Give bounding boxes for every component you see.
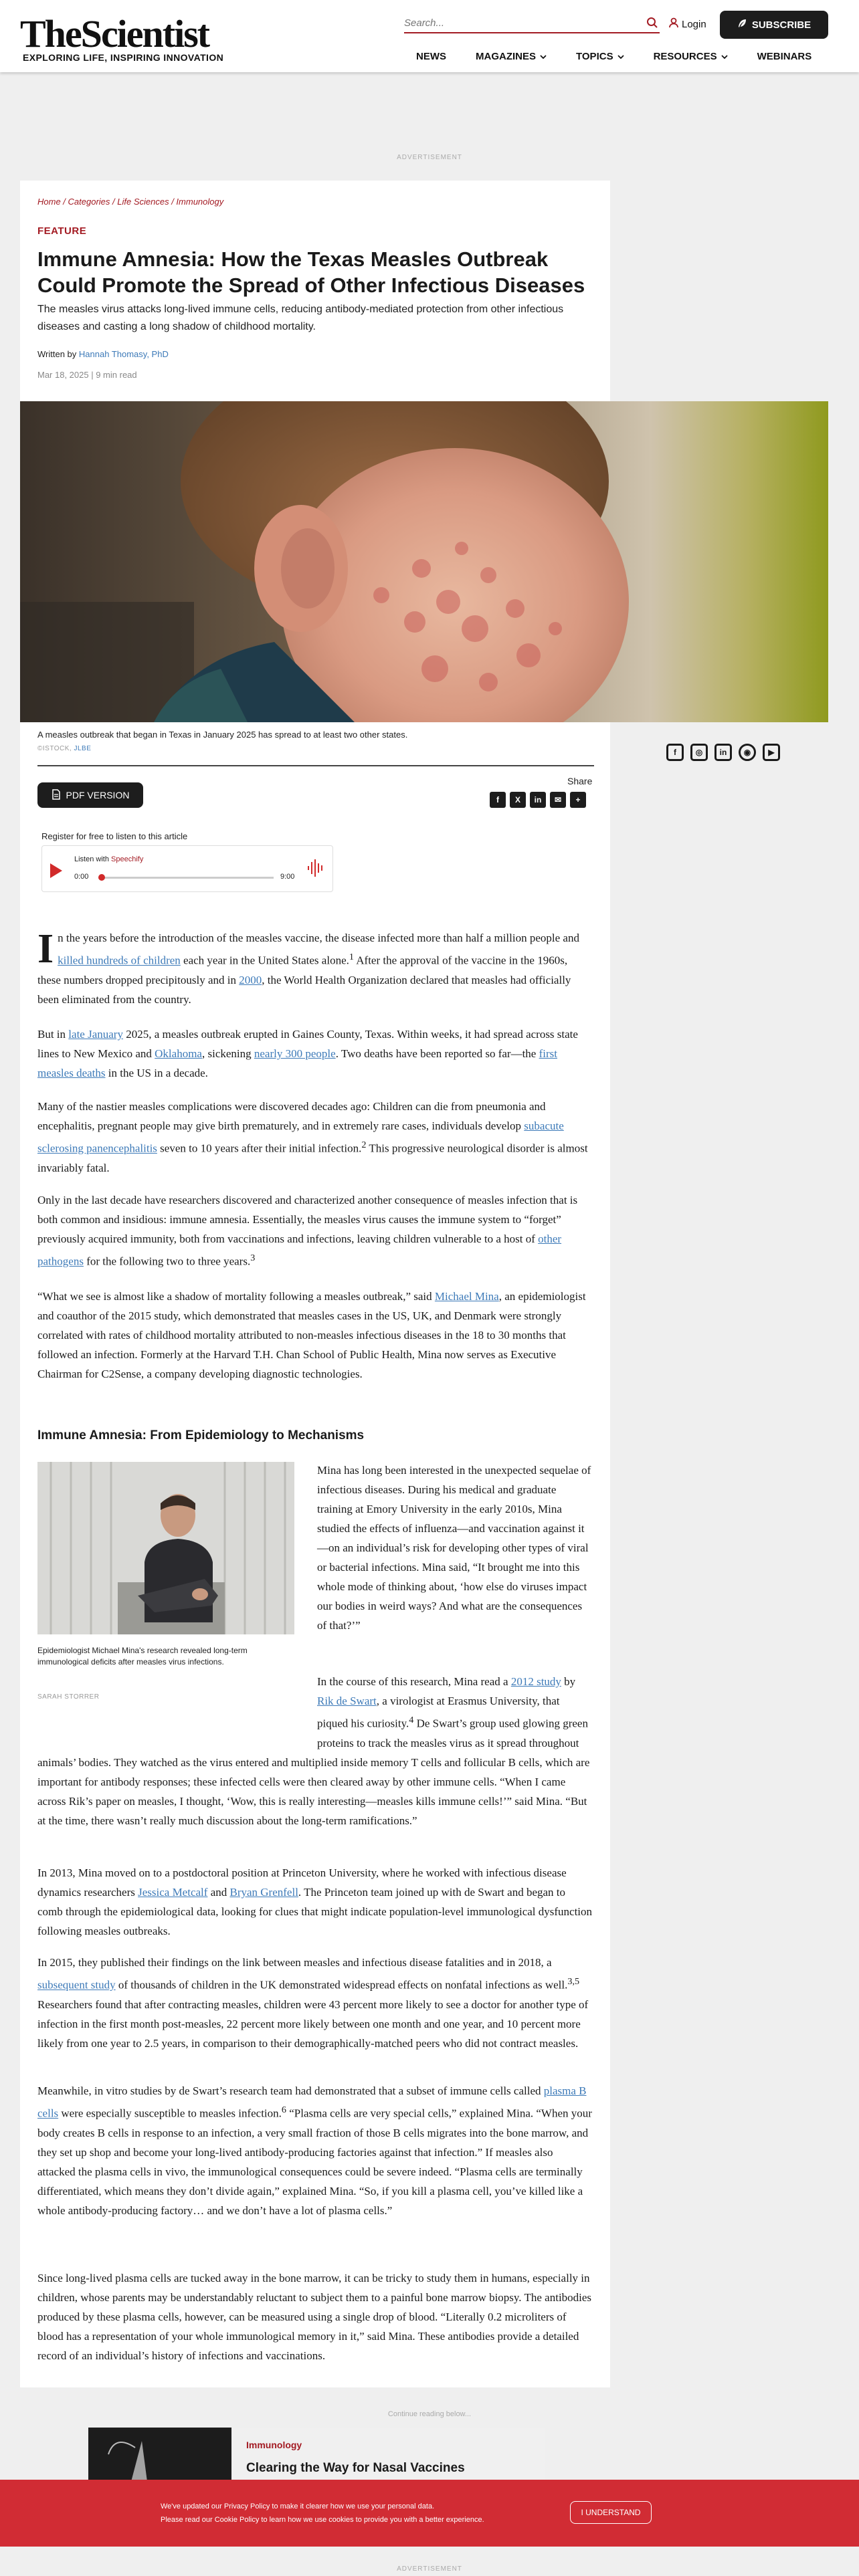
nav-label: WEBINARS [757,51,812,62]
search-box [404,15,660,33]
article-meta: Mar 18, 2025 | 9 min read [37,370,137,380]
linkedin-share-icon[interactable]: in [530,792,546,808]
nav-label: TOPICS [576,51,613,62]
nav-news[interactable] [416,51,446,62]
feather-icon [737,19,747,31]
main-nav [416,51,841,62]
audio-player [41,845,333,892]
nav-label: RESOURCES [653,51,717,62]
register-prompt [41,831,187,841]
text-run: . Two deaths have been reported so far—the [335,1047,539,1060]
podcast-icon[interactable]: ◉ [739,744,756,761]
hero-caption: A measles outbreak that began in Texas in January 2025 has spread to at least two other states. [37,730,408,740]
cookie-text [161,2500,484,2527]
breadcrumb-categories[interactable]: Categories [68,197,110,207]
inline-link[interactable]: nearly 300 people [254,1047,336,1060]
nav-label: MAGAZINES [476,51,536,62]
inline-link[interactable]: killed hundreds of children [58,954,181,967]
social-follow [666,744,780,761]
inline-link[interactable]: Bryan Grenfell [229,1886,298,1899]
privacy-policy-link[interactable]: Privacy Policy [223,2502,270,2510]
text-run: Mina has long been interested in the unexpected sequelae of infectious diseases. During his medical and graduate training at Emory University in the early 2010s, Mina studied the effects of influenza—and vaccination against it—on an individual’s risk for developing other types of viral or bacterial infections. Mina said, “It brought me into this whole mode of thinking about, ‘how else do viruses impact our bodies in weird ways? And what are the consequences of that?’” [317,1464,591,1632]
cookie-policy-link[interactable]: Cookie Policy [214,2516,260,2524]
text-run: of thousands of children in the UK demonstrated widespread effects on nonfatal infections as well. [115,1978,568,1992]
text-run: Only in the last decade have researchers discovered and characterized another consequence of measles infection that is both common and insidious: immune amnesia. Essentially, the measles virus causes the immune system to “forget” previously acquired immunity, both from vaccinations and infections, leaving children vulnerable to a host of [37,1194,578,1245]
facebook-icon[interactable]: f [666,744,684,761]
text-run: Many of the nastier measles complications were discovered decades ago: Children can die from pneumonia and encephalitis, pregnant people may give birth prematurely, and in extremely rare cases, individuals develop [37,1100,546,1132]
breadcrumb-immunology[interactable]: Immunology [176,197,224,207]
x-share-icon[interactable]: X [510,792,526,808]
inline-link[interactable]: subsequent study [37,1978,116,1992]
accept-cookies-button[interactable]: I UNDERSTAND [570,2501,652,2524]
figure-wrap-spacer [37,1672,317,1749]
footnote-ref[interactable]: 4 [409,1715,414,1725]
text-run: After the approval of the vaccine in the 1960s, these numbers dropped precipitously and in [37,954,568,986]
chevron-down-icon [721,51,728,62]
inline-link[interactable]: first measles deaths [37,1047,557,1079]
paragraph-11 [37,2268,593,2365]
nav-magazines[interactable] [476,51,547,62]
paragraph-5 [37,1287,593,1384]
time-start: 0:00 [74,873,89,881]
subscribe-label: SUBSCRIBE [751,19,812,31]
inline-link[interactable]: Oklahoma [155,1047,202,1060]
text-run: , the World Health Organization declared that measles had officially been eliminated from the country. [37,973,571,1006]
search-icon[interactable] [646,17,658,32]
written-by-label: Written by [37,349,77,359]
text-run: Since long-lived plasma cells are tucked away in the bone marrow, it can be tricky to study them in humans, especially in children, whose parents may be understandably reluctant to subject them to a painful bone marrow biopsy. The antibodies produced by these plasma cells, however, can be measured using a single drop of blood. “Literally 0.2 microliters of blood has a representation of your whole immunological memory in it,” said Mina. These antibodies provide a detailed record of an individual’s history of infections and vaccinations. [37,2272,592,2362]
footnote-ref[interactable]: 1 [349,952,354,962]
breadcrumb: Home / Categories / Life Sciences / Immunology [37,197,224,207]
credit-source: ©ISTOCK, [37,745,72,752]
document-icon [52,789,61,802]
inline-link[interactable]: Michael Mina [434,1290,499,1303]
text-run: In 2013, Mina moved on to a postdoctoral position at Princeton University, where he worked with infectious disease dynamics researchers [37,1866,567,1899]
register-link[interactable]: Register [41,831,74,841]
text-run: Please read our [161,2516,215,2524]
text-run: But in [37,1028,69,1041]
byline [37,349,169,359]
text-run: n the years before the introduction of the measles vaccine, the disease infected more than half a million people and [58,932,579,944]
divider [37,765,594,766]
text-run: . The Princeton team joined up with de Swart and began to comb through the epidemiological data, looking for clues that might indicate population-level immunological dysfunction following measles outbreaks. [37,1886,593,1937]
advertisement-label: ADVERTISEMENT [397,154,462,161]
text-run: Meanwhile, in vitro studies by de Swart’s research team had demonstrated that a subset of immune cells called [37,2084,544,2097]
paragraph-6 [317,1461,594,1635]
linkedin-icon[interactable]: in [714,744,732,761]
figure-caption: Epidemiologist Michael Mina's research revealed long-term immunological deficits after measles virus infections. [37,1646,248,1667]
text-run: Researchers found that after contracting measles, children were 43 percent more likely to see a doctor for another type of infection in the first month post-measles, 22 percent more likely between one month and one year, and 10 percent more likely from one year to 2.5 years, in comparison to their demographically-matched peers who did not contract measles. [37,1998,589,2050]
instagram-icon[interactable]: ◎ [690,744,708,761]
cookie-banner [0,2480,859,2547]
article-dek: The measles virus attacks long-lived immune cells, reducing antibody-mediated protection from other infectious diseases and casting a long shadow of childhood mortality. [37,304,564,332]
site-header [0,0,859,72]
pdf-label: PDF VERSION [66,790,130,800]
text-run: were especially susceptible to measles infection. [58,2107,282,2120]
paragraph-10 [37,2081,593,2220]
email-share-icon[interactable]: ✉ [550,792,566,808]
text-run: This progressive neurological disorder is almost invariably fatal. [37,1142,588,1174]
promo-title[interactable]: Clearing the Way for Nasal Vaccines [246,2461,465,2475]
inline-link[interactable]: Rik de Swart [317,1695,377,1707]
user-icon [669,17,678,31]
footnote-ref[interactable]: 6 [281,2105,286,2115]
inline-link[interactable]: Jessica Metcalf [138,1886,208,1899]
inline-link[interactable]: late January [68,1028,123,1041]
text-run: In 2015, they published their findings on the link between measles and infectious disease fatalities and in 2018, a [37,1956,552,1969]
login-label: Login [682,18,706,30]
article-kicker: FEATURE [37,225,87,237]
promo-category: Immunology [246,2440,302,2450]
text-run: In the course of this research, Mina read a [317,1675,511,1688]
progress-handle[interactable] [98,874,105,881]
text-run: , an epidemiologist and coauthor of the 2015 study, which demonstrated that measles cases in the US, UK, and Denmark were strongly correlated with rates of childhood mortality attributed to non-measles infectious diseases in the 18 to 30 months that followed an infection. Formerly at the Harvard T.H. Chan School of Public Health, Mina now serves as Executive Chairman for C2Sense, a company developing diagnostic technologies. [37,1290,586,1380]
hero-image [20,401,828,722]
author-link[interactable]: Hannah Thomasy, PhD [78,349,169,359]
subscribe-button[interactable] [720,11,828,39]
text-run: and [207,1886,230,1899]
play-icon[interactable] [50,863,62,878]
site-logo[interactable]: TheScientist [20,12,209,56]
site-tagline: EXPLORING LIFE, INSPIRING INNOVATION [23,52,224,63]
chevron-down-icon [617,51,624,62]
register-text: for free to listen to this article [74,831,188,841]
text-run: , sickening [201,1047,254,1060]
paragraph-1 [37,928,593,1009]
search-input[interactable] [404,15,632,31]
breadcrumb-home[interactable]: Home [37,197,61,207]
time-end: 9:00 [280,873,295,881]
share-label: Share [567,776,593,786]
credit-link[interactable]: JLBE [74,745,92,752]
nav-topics[interactable] [576,51,624,62]
text-run: “Plasma cells are very special cells,” explained Mina. “When your body creates B cells in response to an infection, a very small fraction of those B cells migrates into the bone marrow, and they set up shop and become your long-lived antibody-producing factories against that infection.” If measles also attacked the plasma cells in vivo, the immunological consequences could be severe indeed. “Plasma cells are terminally differentiated, which means they don’t divide again,” explained Mina. “So, if you kill a plasma cell, you’ve killed like a whole antibody-producing factory… and we don’t have a lot of plasma cells.” [37,2107,592,2217]
text-run: for the following two to three years. [83,1255,251,1268]
pdf-version-button[interactable] [37,782,143,808]
text-run: to learn how we use cookies to provide you with a better experience. [259,2516,484,2524]
paragraph-9 [37,1953,593,2053]
listen-with [74,855,143,863]
inline-link[interactable]: plasma B cells [37,2084,587,2120]
text-run: to make it clearer how we use your personal data. [270,2502,435,2510]
waveform-icon [307,858,326,881]
speechify-link[interactable]: Speechify [111,855,144,863]
text-run: seven to 10 years after their initial infection. [157,1142,362,1155]
breadcrumb-life-sciences[interactable]: Life Sciences [117,197,169,207]
paragraph-2 [37,1025,593,1083]
text-run: We've updated our [161,2502,224,2510]
inline-link[interactable]: other pathogens [37,1232,562,1268]
youtube-icon[interactable]: ▶ [763,744,780,761]
hero-credit [37,745,91,752]
inline-link[interactable]: 2000 [239,973,262,986]
read-time: 9 min read [96,370,137,380]
text-run: De Swart’s group used glowing green proteins to track the measles virus as it spread throughout animals’ bodies. They watched as the virus entered and multiplied inside memory T cells and follicular B cells, which are important for antibody responses; these infected cells were then cleared away by other immune cells. “When I came across Rik’s paper on measles, I thought, ‘Wow, this is really interesting—measles kills immune cells!’” said Mina. “But at the time, there wasn’t really much discussion about the long-term ramifications.” [37,1717,590,1827]
text-run: , a virologist at Erasmus University, that piqued his curiosity. [317,1695,560,1730]
nav-resources[interactable] [654,51,728,62]
nav-label: NEWS [416,51,446,62]
login-link[interactable] [669,17,706,31]
section-heading: Immune Amnesia: From Epidemiology to Mechanisms [37,1428,365,1442]
footnote-ref[interactable]: 2 [361,1140,367,1150]
article-date: Mar 18, 2025 [37,370,89,380]
footnote-ref[interactable]: 3 [250,1253,256,1263]
text-run: “What we see is almost like a shadow of mortality following a measles outbreak,” said [37,1290,435,1303]
inline-link[interactable]: subacute sclerosing panencephalitis [37,1119,564,1155]
paragraph-3 [37,1097,593,1178]
chevron-down-icon [540,51,547,62]
footnote-ref[interactable]: 3,5 [567,1976,580,1987]
article-title: Immune Amnesia: How the Texas Measles Outbreak Could Promote the Spread of Other Infectious Diseases [37,247,585,297]
nav-webinars[interactable] [757,51,812,62]
figure-credit: SARAH STORRER [37,1693,100,1701]
continue-reading-label: Continue reading below... [387,2410,472,2418]
progress-track[interactable] [98,877,274,879]
advertisement-label: ADVERTISEMENT [397,2565,462,2573]
text-run: each year in the United States alone. [180,954,349,967]
text-run: in the US in a decade. [105,1067,208,1079]
text-run: by [561,1675,576,1688]
more-share-icon[interactable]: + [570,792,586,808]
listen-with-label: Listen with [74,855,109,863]
share-buttons [490,792,586,808]
paragraph-7 [37,1672,593,1830]
facebook-share-icon[interactable]: f [490,792,506,808]
figure-image [37,1462,294,1634]
text-run: 2025, a measles outbreak erupted in Gaines County, Texas. Within weeks, it had spread across state lines to New Mexico and [37,1028,578,1060]
dropcap: I [37,926,54,972]
paragraph-4 [37,1190,593,1271]
inline-link[interactable]: 2012 study [510,1675,561,1688]
paragraph-8 [37,1863,593,1941]
